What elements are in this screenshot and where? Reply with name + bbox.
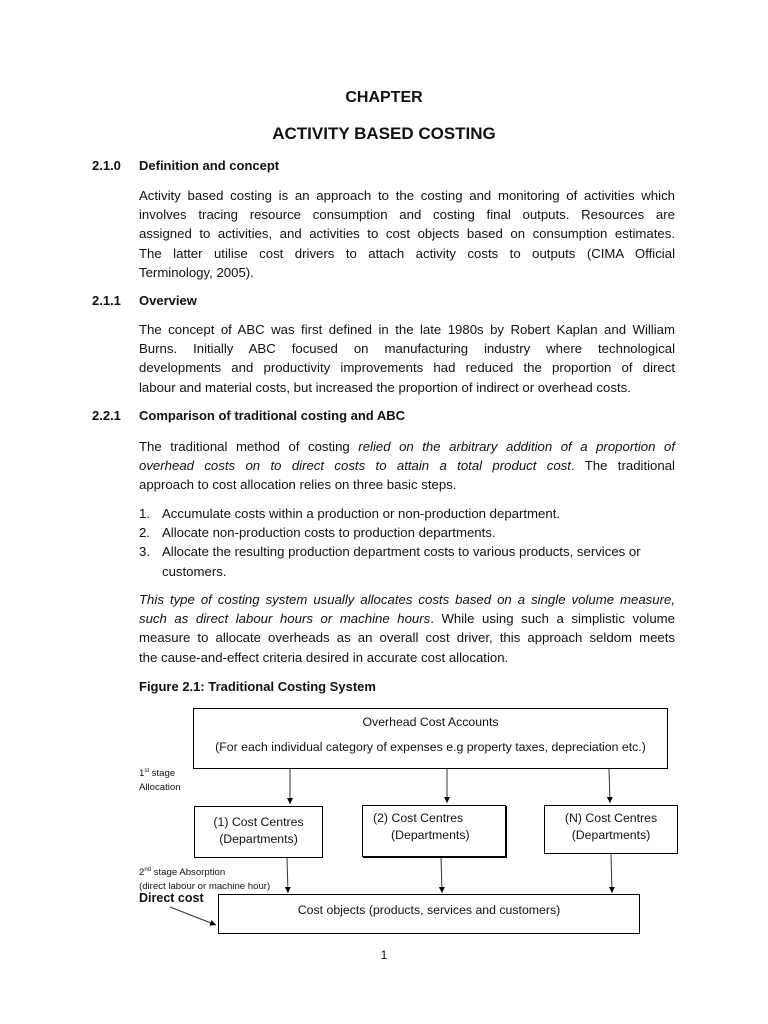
text: Activity based costing is an approach to the costing and monitoring of activities which [139,188,675,203]
text: labour and material costs, but increased the proportion of indirect or overhead costs. [139,379,631,395]
text: Terminology, 2005). [139,264,254,280]
text: assigned to activities, and activities to cost objects based on consumption estimates. [139,226,675,242]
overhead-cost-accounts-box: Overhead Cost Accounts (For each individual category of expenses e.g property taxes, depreciation etc.) [193,708,668,769]
cost-centre-box-1: (1) Cost Centres (Departments) [194,806,323,858]
section-number: 2.2.1 [92,408,121,423]
list-item: 2. Allocate non-production costs to production departments. [139,525,496,541]
italic-text: This type of costing system usually allocates costs based on a single volume measure, [139,592,675,607]
direct-cost-label: Direct cost [139,891,204,905]
text: The concept of ABC was first defined in the late 1980s by Robert Kaplan and William [139,322,675,337]
section-heading: Definition and concept [139,158,280,173]
text: The traditional method of costing [139,439,359,454]
arrow [287,858,288,893]
text: . While using such a simplistic volume [430,611,675,627]
section-heading: Overview [139,293,197,308]
stage2-label: 2nd stage Absorption (direct labour or machine hour) [139,867,271,893]
cost-centre-box-n: (N) Cost Centres (Departments) [544,805,678,854]
text: . The traditional [570,458,675,474]
section-heading: Comparison of traditional costing and ABC [139,408,406,423]
text: involves tracing resource consumption and costing final outputs. Resources are [139,207,675,223]
stage1-label: 1st stage Allocation [139,768,181,794]
text: The latter utilise cost drivers to attach activity costs to outputs (CIMA Official [139,245,675,261]
chapter-label: CHAPTER [345,89,423,106]
text: the cause-and-effect criteria desired in accurate cost allocation. [139,649,509,665]
page-number: 1 [380,948,388,962]
italic-text: such as direct labour hours or machine hours [139,611,431,627]
text: Burns. Initially ABC focused on manufacturing industry where technological [139,341,675,357]
list-item: 3. Allocate the resulting production department costs to various products, services or customers. [139,544,641,579]
text: approach to cost allocation relies on three basic steps. [139,477,457,493]
italic-text: relied on the arbitrary addition of a proportion of [358,439,676,454]
figure-caption: Figure 2.1: Traditional Costing System [139,679,376,694]
text: developments and productivity improvements had reduced the proportion of direct [139,360,675,376]
section-number: 2.1.0 [92,158,121,173]
arrow [611,854,612,893]
chapter-title: ACTIVITY BASED COSTING [272,124,496,143]
cost-centre-box-2: (2) Cost Centres (Departments) [362,805,506,857]
section-number: 2.1.1 [92,293,121,308]
arrow [609,769,610,803]
list-item: 1. Accumulate costs within a production or non-production department. [139,506,561,521]
text: measure to allocate overheads as an overall cost driver, this approach seldom meets [139,630,675,646]
italic-text: overhead costs on to direct costs to attain a total product cost [139,458,571,474]
direct-cost-arrow [170,907,216,925]
cost-objects-box: Cost objects (products, services and customers) [218,894,640,934]
arrow [441,857,442,893]
